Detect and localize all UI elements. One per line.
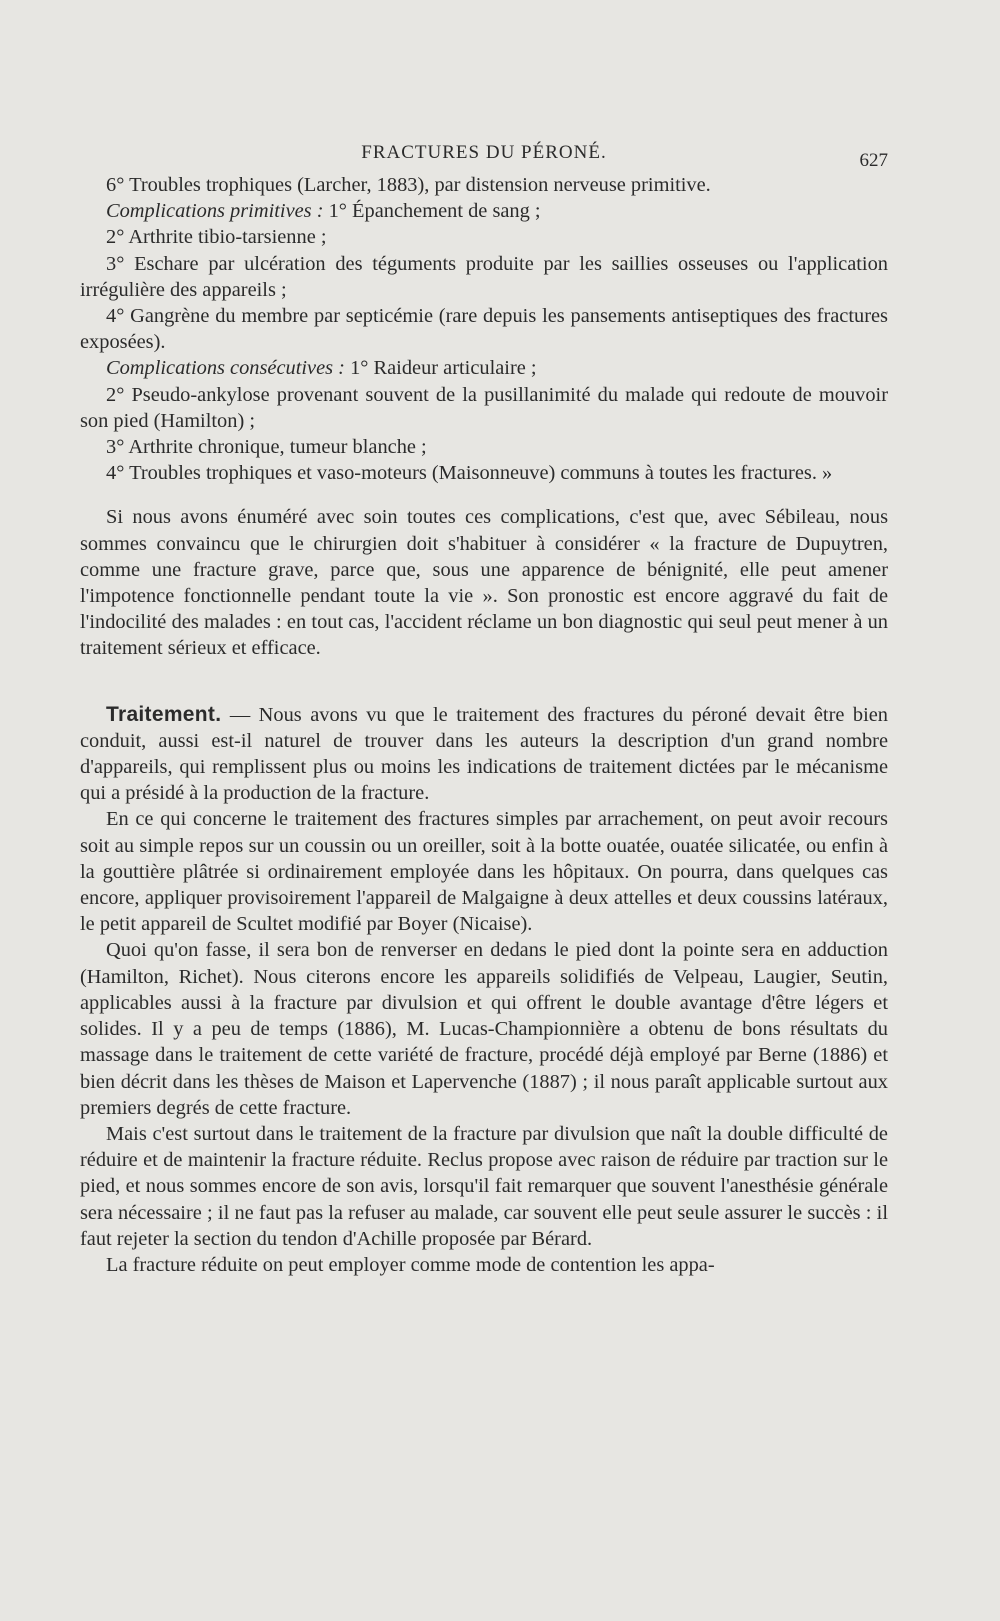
- complication-primitive-3: 3° Eschare par ulcération des téguments produite par les saillies osseuses ou l'application irrégulière des appareils ;: [80, 252, 888, 301]
- complication-6: 6° Troubles trophiques (Larcher, 1883), par distension nerveuse primitive.: [106, 174, 711, 196]
- complication-primitive-2: 2° Arthrite tibio-tarsienne ;: [106, 226, 327, 249]
- paragraph-pronostic: Si nous avons énuméré avec soin toutes ces complications, c'est que, avec Sébileau, nous sommes convaincu que le chirurgien doit s'habituer à considérer « la fracture de Dupuytren, comme une fracture grave, parce que, sous une apparence de bénignité, elle peut amener l'impotence fonctionnelle pendant toute la vie ». Son pronostic est encore aggravé du fait de l'indocilité des malades : en tout cas, l'accident réclame un bon diagnostic qui seul peut mener à un traitement sérieux et efficace.: [80, 506, 888, 660]
- body-text: [80, 172, 888, 1278]
- paragraph-traitement: [80, 702, 888, 807]
- page-header: [80, 142, 888, 172]
- running-title: FRACTURES DU PÉRONÉ.: [361, 142, 607, 163]
- complication-primitive-4: 4° Gangrène du membre par septicémie (rare depuis les pansements antiseptiques des fractures exposées).: [80, 305, 888, 354]
- traitement-intro: — Nous avons vu que le traitement des fractures du péroné devait être bien conduit, aussi est-il naturel de trouver dans les auteurs la description d'un grand nombre d'appareils, qui remplissent plus ou moins les indications de traitement dictées par le mécanisme qui a présidé à la production de la fracture.: [80, 703, 888, 805]
- complication-primitive-1: 1° Épanchement de sang ;: [323, 200, 541, 223]
- complication-consecutive-2: 2° Pseudo-ankylose provenant souvent de la pusillanimité du malade qui redoute de mouvoir son pied (Hamilton) ;: [80, 383, 888, 432]
- complications-primitives-label: Complications primitives :: [106, 200, 324, 223]
- traitement-heading: Traitement.: [106, 702, 222, 726]
- page-number: 627: [859, 150, 888, 171]
- complications-consecutives-label: Complications consécutives :: [106, 357, 345, 380]
- paragraph-divulsion: Mais c'est surtout dans le traitement de la fracture par divulsion que naît la double difficulté de réduire et de maintenir la fracture réduite. Reclus propose avec raison de réduire par traction sur le pied, et nous sommes encore de son avis, lorsqu'il fait remarquer que souvent l'anesthésie générale sera nécessaire ; il ne faut pas la refuser au malade, car souvent elle peut seule assurer le succès : il faut rejeter la section du tendon d'Achille proposée par Bérard.: [80, 1122, 888, 1250]
- complication-consecutive-4: 4° Troubles trophiques et vaso-moteurs (Maisonneuve) communs à toutes les fractures. »: [106, 462, 833, 485]
- paragraph-fractures-simples: En ce qui concerne le traitement des fractures simples par arrachement, on peut avoir recours soit au simple repos sur un coussin ou un oreiller, soit à la botte ouatée, ouatée silicatée, ou enfin à la gouttière plâtrée si ordinairement employée dans les hôpitaux. On pourra, dans quelques cas encore, appliquer provisoirement l'appareil de Malgaigne à deux attelles et deux coussins latéraux, le petit appareil de Scultet modifié par Boyer (Nicaise).: [80, 808, 888, 936]
- complications-consecutives: [80, 355, 888, 381]
- paragraph-contention: La fracture réduite on peut employer comme mode de contention les appa-: [106, 1253, 715, 1276]
- complications-primitives: [80, 198, 888, 224]
- complication-consecutive-1: 1° Raideur articulaire ;: [344, 357, 537, 380]
- complication-consecutive-3: 3° Arthrite chronique, tumeur blanche ;: [106, 436, 427, 459]
- paragraph-appareils: Quoi qu'on fasse, il sera bon de renverser en dedans le pied dont la pointe sera en adduction (Hamilton, Richet). Nous citerons encore les appareils solidifiés de Velpeau, Laugier, Seutin, applicables aussi à la fracture par divulsion et qui offrent le double avantage d'être légers et solides. Il y a peu de temps (1886), M. Lucas-Championnière a obtenu de bons résultats du massage dans le traitement de cette variété de fracture, procédé déjà employé par Berne (1886) et bien décrit dans les thèses de Maison et Lapervenche (1887) ; il nous paraît applicable surtout aux premiers degrés de cette fracture.: [80, 939, 888, 1119]
